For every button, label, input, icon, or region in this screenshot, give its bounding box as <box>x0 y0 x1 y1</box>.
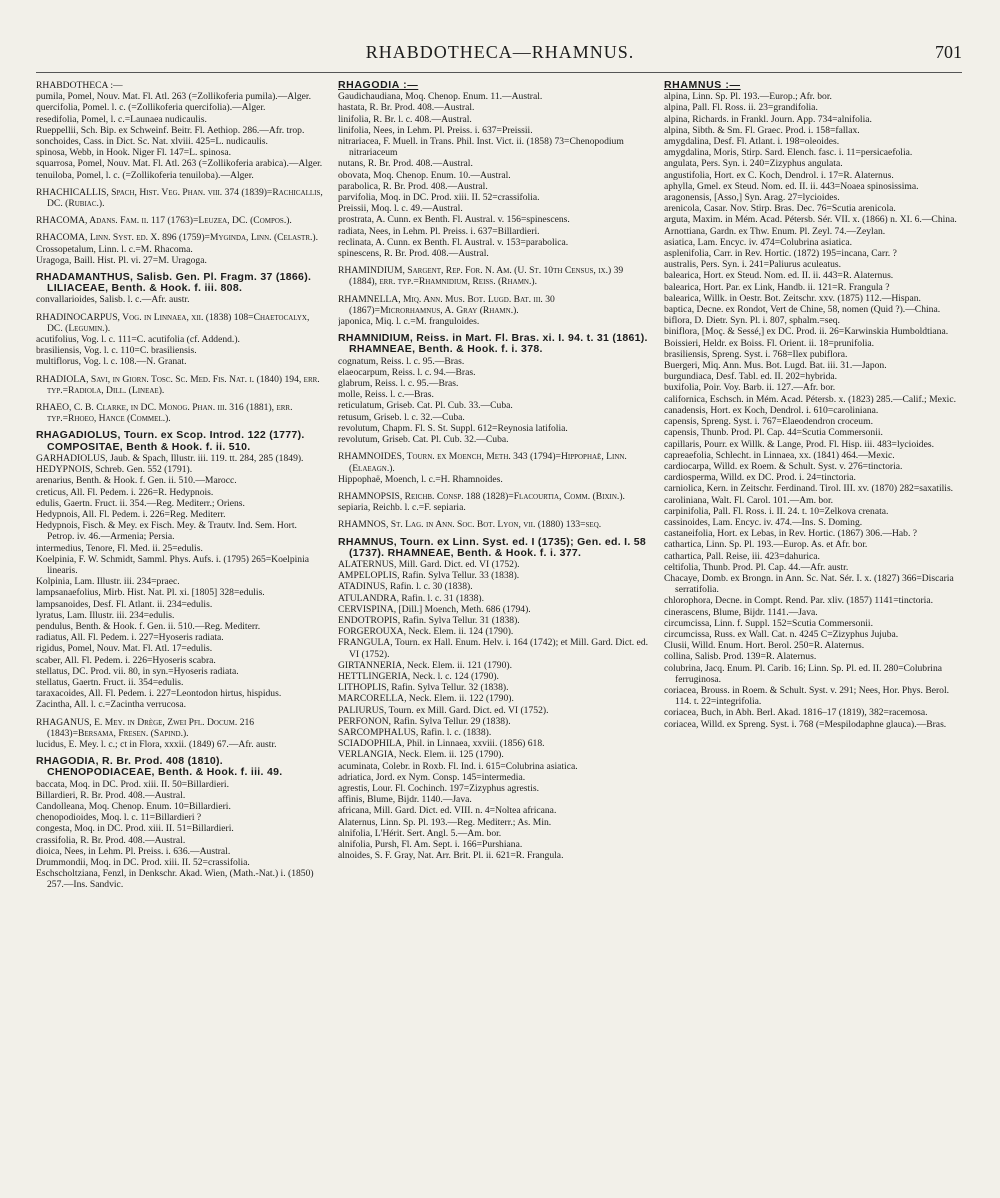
index-subentry: Hedypnois, All. Fl. Pedem. i. 226=Reg. Mediterr. <box>36 508 226 520</box>
column-right <box>664 80 964 1178</box>
index-subentry: elaeocarpum, Reiss. l. c. 94.—Bras. <box>338 366 476 378</box>
index-subentry: Crossopetalum, Linn. l. c.=M. Rhacoma. <box>36 243 193 255</box>
index-subentry: capensis, Spreng. Syst. i. 767=Elaeodendron croceum. <box>664 416 873 428</box>
index-subentry: lucidus, E. Mey. l. c.; ct in Flora, xxxii. (1849) 67.—Afr. austr. <box>36 738 277 750</box>
index-subentry: Clusii, Willd. Enum. Hort. Berol. 250=R. Alaternus. <box>664 640 865 652</box>
index-subentry: parabolica, R. Br. Prod. 408.—Austral. <box>338 180 488 192</box>
index-subentry: CERVISPINA, [Dill.] Moench, Meth. 686 (1794). <box>338 603 531 615</box>
running-head <box>0 38 1000 68</box>
index-subentry: FORGEROUXA, Neck. Elem. ii. 124 (1790). <box>338 626 514 638</box>
index-subentry: revolutum, Chapm. Fl. S. St. Suppl. 612=Reynosia latifolia. <box>338 422 568 434</box>
index-subentry: alnifolia, Pursh, Fl. Am. Sept. i. 166=Purshiana. <box>338 839 523 850</box>
index-entry: RHAGODIA :— <box>338 80 419 91</box>
index-subentry: carniolica, Kern. in Zeitschr. Ferdinand. Tirol. III. xv. (1870) 282=saxatilis. <box>664 483 954 495</box>
index-subentry: Alaternus, Linn. Sp. Pl. 193.—Reg. Mediterr.; As. Min. <box>338 816 552 828</box>
index-subentry: Arnottiana, Gardn. ex Thw. Enum. Pl. Zeyl. 74.—Zeylan. <box>664 225 886 237</box>
index-subentry: acuminata, Colebr. in Roxb. Fl. Ind. i. 615=Colubrina asiatica. <box>338 760 578 772</box>
index-subentry: alpina, Richards. in Frankl. Journ. App. 734=alnifolia. <box>664 113 872 125</box>
index-subentry: Zacintha, All. l. c.=Zacintha verrucosa. <box>36 699 187 711</box>
index-subentry: Hedypnois, Fisch. & Mey. ex Fisch. Mey. & Trautv. Ind. Sem. Hort. Petrop. iv. 46.—Armenia; Persia. <box>36 520 297 543</box>
index-entry: RHADAMANTHUS, Salisb. Gen. Pl. Fragm. 37 (1866). LILIACEAE, Benth. & Hook. f. iii. 808. <box>36 271 312 295</box>
index-subentry: adriatica, Jord. ex Nym. Consp. 145=intermedia. <box>338 771 526 783</box>
index-subentry: radiatus, All. Fl. Pedem. i. 227=Hyoseris radiata. <box>36 632 224 644</box>
index-subentry: retusum, Griseb. l. c. 32.—Cuba. <box>338 411 465 423</box>
index-subentry: capreaefolia, Schlecht. in Linnaea, xx. (1841) 464.—Mexic. <box>664 449 895 461</box>
index-subentry: Chacaye, Domb. ex Brongn. in Ann. Sc. Nat. Sér. I. x. (1827) 366=Discaria serratifolia. <box>664 572 954 596</box>
index-subentry: burgundiaca, Desf. Tabl. ed. II. 202=hybrida. <box>664 371 838 383</box>
index-subentry: creticus, All. Fl. Pedem. i. 226=R. Hedypnois. <box>36 486 214 498</box>
index-subentry: stellatus, DC. Prod. vii. 80, in syn.=Hyoseris radiata. <box>36 665 239 677</box>
index-subentry: coriacea, Willd. ex Spreng. Syst. i. 768 (=Mespilodaphne glauca).—Bras. <box>664 718 947 730</box>
index-subentry: balearica, Hort. Par. ex Link, Handb. ii. 121=R. Frangula ? <box>664 281 890 293</box>
index-subentry: spinosa, Webb, in Hook. Niger Fl. 147=L. spinosa. <box>36 147 231 159</box>
index-subentry: congesta, Moq. in DC. Prod. xiii. II. 51=Billardieri. <box>36 823 234 835</box>
index-subentry: pumila, Pomel, Nouv. Mat. Fl. Atl. 263 (=Zollikoferia pumila).—Alger. <box>36 91 311 103</box>
index-subentry: asiatica, Lam. Encyc. iv. 474=Colubrina asiatica. <box>664 236 853 248</box>
index-subentry: HEDYPNOIS, Schreb. Gen. 552 (1791). <box>36 464 193 476</box>
index-subentry: japonica, Miq. l. c.=M. franguloides. <box>338 316 480 328</box>
index-subentry: HETTLINGERIA, Neck. l. c. 124 (1790). <box>338 670 499 682</box>
index-subentry: MARCORELLA, Neck. Elem. ii. 122 (1790). <box>338 693 514 705</box>
index-subentry: lampsanoides, Desf. Fl. Atlant. ii. 234=edulis. <box>36 598 213 610</box>
index-subentry: angustifolia, Hort. ex C. Koch, Dendrol. i. 17=R. Alaternus. <box>664 169 894 181</box>
index-subentry: PERFONON, Rafin. Sylva Tellur. 29 (1838). <box>338 715 511 727</box>
index-subentry: PALIURUS, Tourn. ex Mill. Gard. Dict. ed. VI (1752). <box>338 704 549 716</box>
index-subentry: capillaris, Pourr. ex Willk. & Lange, Prod. Fl. Hisp. iii. 483=lycioides. <box>664 438 934 450</box>
index-subentry: nitrariacea, F. Muell. in Trans. Phil. Inst. Vict. ii. (1858) 73=Chenopodium nitrariaceum <box>338 136 624 159</box>
index-subentry: brasiliensis, Vog. l. c. 110=C. brasiliensis. <box>36 345 197 357</box>
running-title: RHABDOTHECA—RHAMNUS. <box>365 42 635 62</box>
index-subentry: ATULANDRA, Rafin. l. c. 31 (1838). <box>338 592 485 604</box>
index-subentry: acutifolius, Vog. l. c. 111=C. acutifolia (cf. Addend.). <box>36 334 240 346</box>
index-entry: RHACOMA, Adans. Fam. ii. 117 (1763)=Leuzea, DC. (Compos.). <box>36 215 292 227</box>
index-subentry: sepiaria, Reichb. l. c.=F. sepiaria. <box>338 502 466 514</box>
index-subentry: circumcissa, Linn. f. Suppl. 152=Scutia Commersonii. <box>664 617 873 629</box>
index-subentry: radiata, Nees, in Lehm. Pl. Preiss. i. 637=Billardieri. <box>338 225 540 237</box>
index-subentry: canadensis, Hort. ex Koch, Dendrol. i. 610=caroliniana. <box>664 404 879 416</box>
index-subentry: ALATERNUS, Mill. Gard. Dict. ed. VI (1752). <box>338 558 520 570</box>
index-subentry: Koelpinia, F. W. Schmidt, Samml. Phys. Aufs. i. (1795) 265=Koelpinia linearis. <box>36 553 309 576</box>
index-subentry: alpina, Pall. Fl. Ross. ii. 23=grandifolia. <box>664 102 818 114</box>
index-subentry: LITHOPLIS, Rafin. Sylva Tellur. 32 (1838). <box>338 682 509 694</box>
index-subentry: Uragoga, Baill. Hist. Pl. vi. 27=M. Uragoga. <box>36 254 207 266</box>
index-subentry: lampsanaefolius, Mirb. Hist. Nat. Pl. xi. [1805] 328=edulis. <box>36 587 265 599</box>
index-entry: RHAMNELLA, Miq. Ann. Mus. Bot. Lugd. Bat. iii. 30 (1867)=Microrhamnus, A. Gray (Rhamn.). <box>338 293 555 316</box>
index-subentry: reticulatum, Griseb. Cat. Pl. Cub. 33.—Cuba. <box>338 400 513 412</box>
index-subentry: linifolia, Nees, in Lehm. Pl. Preiss. i. 637=Preissii. <box>338 124 533 136</box>
index-subentry: castaneifolia, Hort. ex Lebas, in Rev. Hortic. (1867) 306.—Hab. ? <box>664 528 918 540</box>
index-subentry: glabrum, Reiss. l. c. 95.—Bras. <box>338 378 459 390</box>
index-subentry: cinerascens, Blume, Bijdr. 1141.—Java. <box>664 606 818 618</box>
index-subentry: ATADINUS, Rafin. l. c. 30 (1838). <box>338 581 473 593</box>
index-subentry: quercifolia, Pomel. l. c. (=Zollikoferia quercifolia).—Alger. <box>36 102 266 114</box>
index-subentry: balearica, Hort. ex Steud. Nom. ed. II. ii. 443=R. Alaternus. <box>664 270 894 282</box>
index-entry: RHAGANUS, E. Mey. in Drège, Zwei Pfl. Docum. 216 (1843)=Bersama, Fresen. (Sapind.). <box>36 716 255 739</box>
index-subentry: Kolpinia, Lam. Illustr. iii. 234=praec. <box>36 576 180 588</box>
index-subentry: coriacea, Buch, in Abh. Berl. Akad. 1816–17 (1819), 382=racemosa. <box>664 707 928 719</box>
index-subentry: brasiliensis, Spreng. Syst. i. 768=Ilex pubiflora. <box>664 348 848 360</box>
index-subentry: baccata, Moq. in DC. Prod. xiii. II. 50=Billardieri. <box>36 778 229 790</box>
index-subentry: asplenifolia, Carr. in Rev. Hortic. (1872) 195=incana, Carr. ? <box>664 248 897 260</box>
header-rule <box>36 72 962 73</box>
index-entry: RHAEO, C. B. Clarke, in DC. Monog. Phan. iii. 316 (1881), err. typ.=Rhoeo, Hance (Commel.). <box>36 402 293 425</box>
index-subentry: linifolia, R. Br. l. c. 408.—Austral. <box>338 113 472 125</box>
index-subentry: revolutum, Griseb. Cat. Pl. Cub. 32.—Cuba. <box>338 434 509 446</box>
index-entry: RHAGADIOLUS, Tourn. ex Scop. Introd. 122 (1777). COMPOSITAE, Benth & Hook. f. ii. 510. <box>36 429 305 453</box>
page-number: 701 <box>935 42 962 62</box>
index-subentry: cassinoides, Lam. Encyc. iv. 474.—Ins. S. Doming. <box>664 516 863 528</box>
index-subentry: intermedius, Tenore, Fl. Med. ii. 25=edulis. <box>36 542 203 554</box>
index-subentry: scaber, All. Fl. Pedem. i. 226=Hyoseris scabra. <box>36 654 216 666</box>
index-subentry: australis, Pers. Syn. i. 241=Paliurus aculeatus. <box>664 259 842 271</box>
index-subentry: stellatus, Gaertn. Fruct. ii. 354=edulis. <box>36 676 184 688</box>
index-subentry: Billardieri, R. Br. Prod. 408.—Austral. <box>36 789 186 801</box>
index-subentry: affinis, Blume, Bijdr. 1140.—Java. <box>338 794 472 806</box>
index-subentry: biniflora, [Moç. & Sessé,] ex DC. Prod. ii. 26=Karwinskia Humboldtiana. <box>664 326 949 338</box>
index-subentry: alpina, Sibth. & Sm. Fl. Graec. Prod. i. 158=fallax. <box>664 124 860 136</box>
index-subentry: caroliniana, Walt. Fl. Carol. 101.—Am. bor. <box>664 494 834 506</box>
index-subentry: coriacea, Brouss. in Roem. & Schult. Syst. v. 291; Nees, Hor. Phys. Berol. 114. t. 22=integrifolia. <box>664 684 950 708</box>
index-subentry: angulata, Pers. Syn. i. 240=Zizyphus angulata. <box>664 158 843 170</box>
column-middle <box>338 80 650 1178</box>
index-subentry: prostrata, A. Cunn. ex Benth. Fl. Austral. v. 156=spinescens. <box>338 214 570 226</box>
index-subentry: resedifolia, Pomel, l. c.=Launaea nudicaulis. <box>36 113 207 125</box>
index-entry: RHAMNOS, St. Lag. in Ann. Soc. Bot. Lyon, vii. (1880) 133=seq. <box>338 519 602 531</box>
index-subentry: arguta, Maxim. in Mém. Acad. Pétersb. Sér. VII. x. (1866) n. XI. 6.—China. <box>664 214 957 226</box>
index-subentry: pendulus, Benth. & Hook. f. Gen. ii. 510.—Reg. Mediterr. <box>36 620 261 632</box>
index-subentry: SARCOMPHALUS, Rafin. l. c. (1838). <box>338 726 492 738</box>
index-subentry: sonchoides, Cass. in Dict. Sc. Nat. xlviii. 425=L. nudicaulis. <box>36 136 268 148</box>
index-subentry: obovata, Moq. Chenop. Enum. 10.—Austral. <box>338 169 511 181</box>
column-left <box>36 80 324 1178</box>
index-subentry: californica, Eschsch. in Mém. Acad. Pétersb. x. (1823) 285.—Calif.; Mexic. <box>664 393 957 405</box>
index-subentry: AMPELOPLIS, Rafin. Sylva Tellur. 33 (1838). <box>338 570 520 582</box>
index-entry: RHAGODIA, R. Br. Prod. 408 (1810). CHENOPODIACEAE, Benth. & Hook. f. iii. 49. <box>36 755 283 779</box>
index-subentry: Candolleana, Moq. Chenop. Enum. 10=Billardieri. <box>36 800 231 812</box>
index-entry: RHAMNIDIUM, Reiss. in Mart. Fl. Bras. xi. I. 94. t. 31 (1861). RHAMNEAE, Benth. & Hook. f. i. 378. <box>338 332 648 356</box>
index-subentry: buxifolia, Poir. Voy. Barb. ii. 127.—Afr. bor. <box>664 382 836 394</box>
index-subentry: hastata, R. Br. Prod. 408.—Austral. <box>338 102 475 114</box>
index-subentry: alpina, Linn. Sp. Pl. 193.—Europ.; Afr. bor. <box>664 91 832 103</box>
index-subentry: squarrosa, Pomel, Nouv. Mat. Fl. Atl. 263 (=Zollikoferia arabica).—Alger. <box>36 158 323 170</box>
index-subentry: aphylla, Gmel. ex Steud. Nom. ed. II. ii. 443=Noaea spinosissima. <box>664 180 919 192</box>
index-subentry: agrestis, Lour. Fl. Cochinch. 197=Zizyphus agrestis. <box>338 782 539 794</box>
index-subentry: cardiocarpa, Willd. ex Roem. & Schult. Syst. v. 276=tinctoria. <box>664 460 903 472</box>
index-subentry: edulis, Gaertn. Fruct. ii. 354.—Reg. Mediterr.; Oriens. <box>36 497 245 509</box>
index-subentry: cognatum, Reiss. l. c. 95.—Bras. <box>338 355 465 367</box>
index-subentry: Buergeri, Miq. Ann. Mus. Bot. Lugd. Bat. iii. 31.—Japon. <box>664 360 887 372</box>
index-entry: RHAMINDIUM, Sargent, Rep. For. N. Am. (U. St. 10th Census, ix.) 39 (1884), err. typ.=Rhamnidium, Reiss. (Rhamn.). <box>338 265 624 288</box>
index-subentry: arenarius, Benth. & Hook. f. Gen. ii. 510.—Marocc. <box>36 475 237 487</box>
index-entry: RHABDOTHECA :— <box>36 80 123 91</box>
index-subentry: multiflorus, Vog. l. c. 108.—N. Granat. <box>36 356 187 368</box>
index-subentry: taraxacoides, All. Fl. Pedem. i. 227=Leontodon hirtus, hispidus. <box>36 688 282 700</box>
index-subentry: baptica, Decne. ex Rondot, Vert de Chine, 58, nomen (Quid ?).—China. <box>664 304 941 316</box>
index-subentry: africana, Mill. Gard. Dict. ed. VIII. n. 4=Noltea africana. <box>338 805 557 817</box>
index-subentry: convallarioides, Salisb. l. c.—Afr. austr. <box>36 294 190 306</box>
index-entry: RHAMNOIDES, Tourn. ex Moench, Meth. 343 (1794)=Hippophaë, Linn. (Elaeagn.). <box>338 451 627 474</box>
index-subentry: biflora, D. Dietr. Syn. Pl. i. 807, sphalm.=seq. <box>664 315 840 327</box>
index-subentry: lyratus, Lam. Illustr. iii. 234=edulis. <box>36 609 175 621</box>
index-subentry: capensis, Thunb. Prod. Pl. Cap. 44=Scutia Commersonii. <box>664 427 883 439</box>
index-entry: RHAMNOPSIS, Reichb. Consp. 188 (1828)=Flacourtia, Comm. (Bixin.). <box>338 490 625 502</box>
index-subentry: cathartica, Linn. Sp. Pl. 193.—Europ. As. et Afr. bor. <box>664 539 868 551</box>
index-subentry: Drummondii, Moq. in DC. Prod. xiii. II. 52=crassifolia. <box>36 857 250 868</box>
index-subentry: spinescens, R. Br. Prod. 408.—Austral. <box>338 248 489 260</box>
index-subentry: cathartica, Pall. Reise, iii. 423=dahurica. <box>664 550 820 562</box>
index-subentry: SCIADOPHILA, Phil. in Linnaea, xxviii. (1856) 618. <box>338 738 545 750</box>
index-subentry: ENDOTROPIS, Rafin. Sylva Tellur. 31 (1838). <box>338 614 520 626</box>
index-subentry: aragonensis, [Asso,] Syn. Arag. 27=lycioides. <box>664 192 840 204</box>
index-entry: RHACHICALLIS, Spach, Hist. Veg. Phan. viii. 374 (1839)=Rachicallis, DC. (Rubiac.). <box>36 186 323 210</box>
index-subentry: Eschscholtziana, Fenzl, in Denkschr. Akad. Wien, (Math.-Nat.) i. (1850) 257.—Ins. Sandvic. <box>36 868 314 891</box>
index-subentry: dioica, Nees, in Lehm. Pl. Preiss. i. 636.—Austral. <box>36 845 231 857</box>
index-entry: RHAMNUS, Tourn. ex Linn. Syst. ed. I (1735); Gen. ed. I. 58 (1737). RHAMNEAE, Benth. & Hook. f. i. 377. <box>338 535 647 559</box>
index-subentry: balearica, Willk. in Oestr. Bot. Zeitschr. xxv. (1875) 112.—Hispan. <box>664 292 921 304</box>
index-subentry: amygdalina, Moris, Stirp. Sard. Elench. fasc. i. 11=persicaefolia. <box>664 147 913 159</box>
index-subentry: VERLANGIA, Neck. Elem. ii. 125 (1790). <box>338 749 504 761</box>
index-subentry: Rueppellii, Sch. Bip. ex Schweinf. Beitr. Fl. Aethiop. 286.—Afr. trop. <box>36 124 305 136</box>
index-subentry: arenicola, Casar. Nov. Stirp. Bras. Dec. 76=Scutia arenicola. <box>664 203 896 215</box>
index-entry: RHADIOLA, Savi, in Giorn. Tosc. Sc. Med. Fis. Nat. i. (1840) 194, err. typ.=Radiola, Dill. (Lineae). <box>36 373 320 396</box>
index-subentry: chlorophora, Decne. in Compt. Rend. Par. xliv. (1857) 1141=tinctoria. <box>664 595 934 607</box>
index-subentry: alnifolia, L'Hérit. Sert. Angl. 5.—Am. bor. <box>338 827 502 839</box>
index-subentry: GIRTANNERIA, Neck. Elem. ii. 121 (1790). <box>338 659 512 671</box>
index-subentry: GARHADIOLUS, Jaub. & Spach, Illustr. iii. 119. tt. 284, 285 (1849). <box>36 452 304 464</box>
index-subentry: cardiosperma, Willd. ex DC. Prod. i. 24=tinctoria. <box>664 472 856 484</box>
index-subentry: Preissii, Moq. l. c. 49.—Austral. <box>338 203 463 215</box>
index-subentry: Gaudichaudiana, Moq. Chenop. Enum. 11.—Austral. <box>338 91 543 103</box>
index-subentry: parvifolia, Moq. in DC. Prod. xiii. II. 52=crassifolia. <box>338 192 540 204</box>
index-subentry: reclinata, A. Cunn. ex Benth. Fl. Austral. v. 153=parabolica. <box>338 236 569 248</box>
index-subentry: molle, Reiss. l. c.—Bras. <box>338 389 434 401</box>
index-subentry: chenopodioides, Moq. l. c. 11=Billardieri ? <box>36 812 202 824</box>
index-subentry: rigidus, Pomel, Nouv. Mat. Fl. Atl. 17=edulis. <box>36 643 213 655</box>
index-subentry: crassifolia, R. Br. Prod. 408.—Austral. <box>36 834 186 846</box>
index-subentry: tenuiloba, Pomel, l. c. (=Zollikoferia tenuiloba).—Alger. <box>36 169 254 181</box>
index-subentry: nutans, R. Br. Prod. 408.—Austral. <box>338 158 473 170</box>
index-subentry: circumcissa, Russ. ex Wall. Cat. n. 4245 C=Zizyphus Jujuba. <box>664 628 899 640</box>
index-subentry: Hippophaë, Moench, l. c.=H. Rhamnoides. <box>338 473 503 485</box>
index-subentry: alnoides, S. F. Gray, Nat. Arr. Brit. Pl. ii. 621=R. Frangula. <box>338 850 564 862</box>
index-entry: RHAMNUS :— <box>664 80 741 91</box>
index-subentry: amygdalina, Desf. Fl. Atlant. i. 198=oleoides. <box>664 136 840 148</box>
index-entry: RHACOMA, Linn. Syst. ed. X. 896 (1759)=Myginda, Linn. (Celastr.). <box>36 232 318 244</box>
index-subentry: colubrina, Jacq. Enum. Pl. Carib. 16; Linn. Sp. Pl. ed. II. 280=Colubrina ferruginosa. <box>664 662 943 685</box>
index-subentry: Boissieri, Heldr. ex Boiss. Fl. Orient. ii. 18=prunifolia. <box>664 337 875 349</box>
index-subentry: collina, Salisb. Prod. 139=R. Alaternus. <box>664 651 817 663</box>
index-subentry: carpinifolia, Pall. Fl. Ross. i. II. 24. t. 10=Zelkova crenata. <box>664 505 889 517</box>
index-subentry: celtifolia, Thunb. Prod. Pl. Cap. 44.—Afr. austr. <box>664 561 849 573</box>
index-subentry: FRANGULA, Tourn. ex Hall. Enum. Helv. i. 164 (1742); et Mill. Gard. Dict. ed. VI (1752). <box>338 637 649 660</box>
index-entry: RHADINOCARPUS, Vog. in Linnaea, xii. (1838) 108=Chaetocalyx, DC. (Legumin.). <box>36 311 310 334</box>
